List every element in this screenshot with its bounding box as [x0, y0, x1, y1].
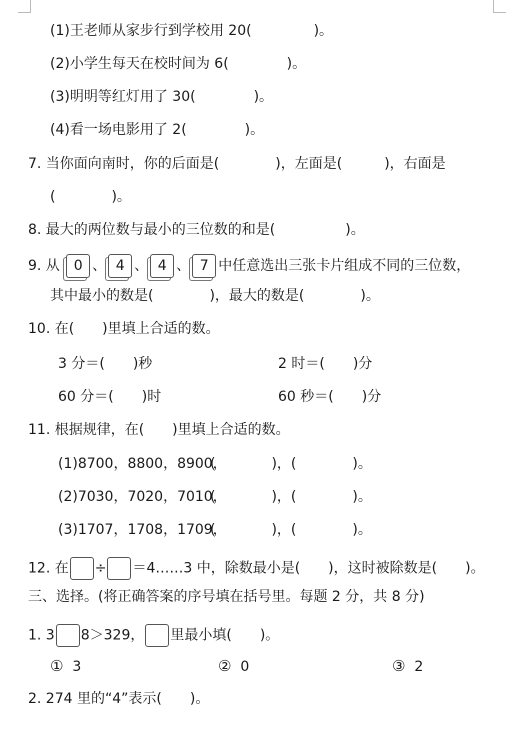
q6-item-1-text: (1)王老师从家步行到学校用 20(	[50, 23, 252, 39]
crop-mark-right	[493, 0, 506, 13]
q11-row-1	[58, 455, 372, 473]
q10-cell-1: 3 分＝( )秒	[58, 356, 153, 372]
digit-card-7: 7	[192, 254, 216, 278]
option-mark: ③	[392, 657, 406, 675]
answer-box[interactable]	[145, 624, 169, 647]
option-mark: ①	[50, 657, 64, 675]
q6-item-3-text: (3)明明等红灯用了 30(	[50, 89, 196, 105]
separator: 、	[134, 258, 149, 274]
q10-cell-3: 60 分＝( )时	[58, 389, 162, 405]
q6-item-2-text: (2)小学生每天在校时间为 6(	[50, 56, 229, 72]
q7-line-1: 7. 当你面向南时，你的后面是( )，左面是( )，右面是	[28, 156, 446, 172]
choice-1-pre: 1. 3	[28, 627, 55, 644]
separator: 、	[176, 258, 191, 274]
q6-item-2	[50, 55, 306, 73]
q12-prefix: 12. 在	[28, 560, 69, 577]
q9-prefix: 9. 从	[28, 258, 60, 274]
option-value: 3	[72, 659, 82, 675]
answer-box[interactable]	[107, 557, 131, 580]
section-3-title: 三、选择。(将正确答案的序号填在括号里。每题 2 分，共 8 分)	[28, 589, 425, 605]
q11-row-3-seq: (3)1707，1708，1709，	[58, 522, 227, 538]
answer-box[interactable]	[70, 557, 94, 580]
option-value: 2	[414, 659, 424, 675]
q10-title: 10. 在( )里填上合适的数。	[28, 321, 220, 337]
q10-cell-2: 2 时＝( )分	[278, 356, 373, 372]
choice-1-option-1[interactable]	[50, 657, 81, 676]
q6-item-4-end: )。	[244, 122, 265, 138]
q11-row-2	[58, 488, 372, 506]
q6-item-4-text: (4)看一场电影用了 2(	[50, 122, 187, 138]
q6-item-1-end: )。	[313, 23, 334, 39]
q9-line-1	[28, 254, 470, 278]
answer-box[interactable]	[56, 624, 80, 647]
q11-row-3-blanks: ( )，( )。	[210, 522, 372, 538]
choice-2-line: 2. 274 里的“4”表示( )。	[28, 691, 210, 707]
divide-sign: ÷	[94, 560, 107, 577]
q11-row-3	[58, 521, 372, 539]
q11-row-2-blanks: ( )，( )。	[210, 489, 372, 505]
choice-1-option-3[interactable]	[392, 657, 423, 676]
q9-suffix: 中任意选出三张卡片组成不同的三位数，	[218, 258, 471, 274]
q12-text: ＝4……3 中，除数最小是( )，这时被除数是( )。	[132, 560, 485, 577]
choice-1-post: 里最小填( )。	[170, 627, 280, 644]
choice-1-mid: 8＞329，	[80, 627, 145, 644]
q6-item-3	[50, 88, 273, 106]
q10-cell-4: 60 秒＝( )分	[278, 389, 382, 405]
q6-item-4	[50, 121, 264, 139]
q11-row-1-blanks: ( )，( )。	[210, 456, 372, 472]
q11-row-1-seq: (1)8700，8800，8900，	[58, 456, 227, 472]
digit-card-4b: 4	[150, 254, 174, 278]
choice-1-line	[28, 624, 279, 647]
q6-item-3-end: )。	[253, 89, 274, 105]
q7-line-2: ( )。	[50, 189, 131, 205]
q11-row-2-seq: (2)7030，7020，7010，	[58, 489, 227, 505]
q11-title: 11. 根据规律，在( )里填上合适的数。	[28, 422, 290, 438]
digit-card-4a: 4	[108, 254, 132, 278]
choice-1-option-2[interactable]	[218, 657, 249, 676]
separator: 、	[92, 258, 107, 274]
q6-item-2-end: )。	[286, 56, 307, 72]
q6-item-1	[50, 22, 333, 40]
q9-line-2: 其中最小的数是( )，最大的数是( )。	[50, 288, 380, 304]
option-value: 0	[240, 659, 250, 675]
q12-line	[28, 557, 485, 580]
crop-mark-left	[18, 0, 31, 13]
option-mark: ②	[218, 657, 232, 675]
q8-line: 8. 最大的两位数与最小的三位数的和是( )。	[28, 222, 365, 238]
digit-card-0: 0	[66, 254, 90, 278]
